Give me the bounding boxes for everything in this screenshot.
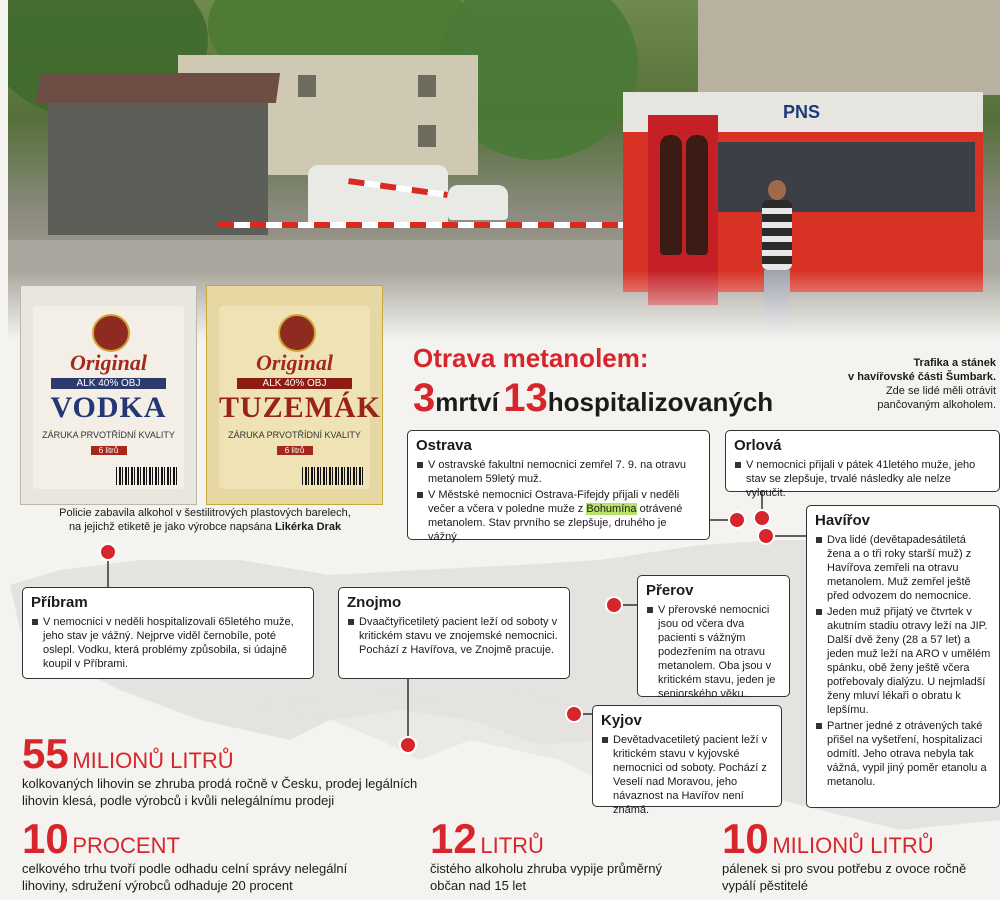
stat-home-distilling [722,815,1000,894]
box-prerov [637,575,790,700]
box-item: Devětadvacetiletý pacient leží v kritickém stavu v kyjovské nemocnici od soboty. Pochází z Veselí nad Moravou, jeho návaznost na Havířov není známá. [601,733,773,817]
stat-text: lihoviny, sdružení výrobců odhaduje 20 procent [22,878,293,893]
box-item: V přerovské nemocnici jsou od včera dva pacienti s vážným podezřením na otravu metanolem. Oba jsou v kritickém stavu, jeden je seniorského věku. [646,603,781,701]
marker-ostrava [729,512,745,528]
stat-unit: MILIONŮ LITRŮ [772,833,934,858]
box-orlova [725,430,1000,499]
box-item: Dva lidé (devětapadesátiletá žena a o tři roky starší muž) z Havířova zemřeli na otravu metanolem. Muž zemřel ještě před odvozem do nemocnice. [815,533,991,603]
stat-unit: LITRŮ [480,833,544,858]
bottle-caption-line [20,520,390,534]
stat-text: vypálí pěstitelé [722,878,808,893]
box-title: Orlová [734,437,782,454]
marker-prerov [606,597,622,613]
label-original: Original [69,350,148,375]
stat-number: 10 [22,815,69,862]
label-name: TUZEMÁK [219,391,382,424]
stat-text: občan nad 15 let [430,878,527,893]
stat-number: 55 [22,730,69,777]
kiosk-sign: PNS [783,102,821,122]
caption-text: na jejichž etiketě je jako výrobce napsána [68,521,276,533]
label-original: Original [255,350,334,375]
caption-line: Zde se lidé měli otrávit [885,385,996,397]
label-volume: 6 litrů [277,446,313,455]
stat-text: čistého alkoholu zhruba vypije průměrný [430,861,662,876]
hospitalized-label: hospitalizovaných [547,387,774,417]
box-havirov [806,505,1000,808]
stat-unit: PROCENT [72,833,180,858]
tuzemak-barrel-photo [206,285,383,505]
label-alcohol: ALK 40% OBJ [51,378,166,389]
bottle-caption-line: Policie zabavila alkohol v šestilitrových plastových barelech, [59,507,351,519]
box-item: Dvaačtyřicetiletý pacient leží od soboty v kritickém stavu ve znojemské nemocnici. Pochází z Havířova, ve Znojmě pracuje. [347,615,561,657]
stat-text: kolkovaných lihovin se zhruba prodá ročně v Česku, prodej legálních [22,776,418,791]
box-kyjov [592,705,782,816]
label-volume: 6 litrů [91,446,127,455]
label-alcohol: ALK 40% OBJ [237,378,352,389]
stat-alcohol-sales [22,730,582,809]
marker-orlova [754,510,770,526]
barcode [302,467,364,485]
stat-illegal-share [22,815,392,894]
box-title: Příbram [31,594,88,611]
box-znojmo [338,587,570,679]
label-quality: ZÁRUKA PRVOTŘÍDNÍ KVALITY [228,430,361,440]
stat-number: 12 [430,815,477,862]
marker-havirov [758,528,774,544]
stat-text: lihovin klesá, podle výrobců i kvůli nelegálnímu prodeji [22,793,335,808]
vodka-label [33,306,184,489]
box-item [416,488,701,544]
box-item: Partner jedné z otrávených také přišel na vyšetření, hospitalizaci odmítl. Jeho otrava nebyla tak vážná, vypil jiný poměr etanolu a metanolu. [815,719,991,789]
box-pribram [22,587,314,679]
dragon-logo-icon [92,314,130,352]
stat-text: pálenek si pro svou potřebu z ovoce ročně [722,861,967,876]
stat-text: celkového trhu tvoří podle odhadu celní správy nelegální [22,861,348,876]
stat-unit: MILIONŮ LITRŮ [72,748,234,773]
caption-line: Trafika a stánek [913,357,996,369]
dead-count: 3 [413,376,436,420]
box-item: V ostravské fakultní nemocnici zemřel 7. 9. na otravu metanolem 59letý muž. [416,458,701,486]
box-item: V nemocnici v neděli hospitalizovali 65letého muže, jeho stav je vážný. Nejprve viděl černobíle, poté oslepl. Vodku, která problémy způsobila, si údajně koupil v Příbrami. [31,615,305,671]
bottle-caption [20,506,390,534]
caption-line: v havířovské části Šumbark. [848,371,996,383]
highlighted-text: Bohumína [586,503,637,515]
item-text: otrávené metanolem. Stav prvního se zlepšuje, druhého je vážný. [428,503,683,543]
stat-consumption [430,815,700,894]
stat-number: 10 [722,815,769,862]
hospitalized-count: 13 [503,376,548,420]
box-title: Ostrava [416,437,472,454]
box-item: Jeden muž přijatý ve čtvrtek v akutním stadiu otravy leží na JIP. Další dvě ženy (28 a 57 let) a jeden muž leží na ARO v umělém spánku, obě ženy ještě včera potřebovaly dialýzu. U nejmladší ženy mluví lékaři o obratu k lepšímu. [815,605,991,717]
headline-counts [413,376,773,421]
box-title: Havířov [815,512,871,529]
caption-line: pančovaným alkoholem. [877,399,996,411]
item-text: V Městské nemocnici Ostrava-Fifejdy přijali v neděli večer a včera v poledne muže z [428,489,680,515]
dragon-logo-icon [278,314,316,352]
label-quality: ZÁRUKA PRVOTŘÍDNÍ KVALITY [42,430,175,440]
marker-pribram [100,544,116,560]
box-title: Znojmo [347,594,402,611]
box-item: V nemocnici přijali v pátek 41letého muže, jeho stav se zlepšuje, trvalé následky ale nelze vyloučit. [734,458,991,500]
caption-bold: Likérka Drak [275,521,342,533]
barcode [116,467,178,485]
box-title: Kyjov [601,712,642,729]
vodka-barrel-photo [20,285,197,505]
box-ostrava [407,430,710,543]
marker-kyjov [566,706,582,722]
box-title: Přerov [646,582,694,599]
dead-label: mrtví [435,387,499,417]
tuzemak-label [219,306,382,489]
headline: Otrava metanolem: [413,343,649,373]
label-name: VODKA [50,391,167,424]
